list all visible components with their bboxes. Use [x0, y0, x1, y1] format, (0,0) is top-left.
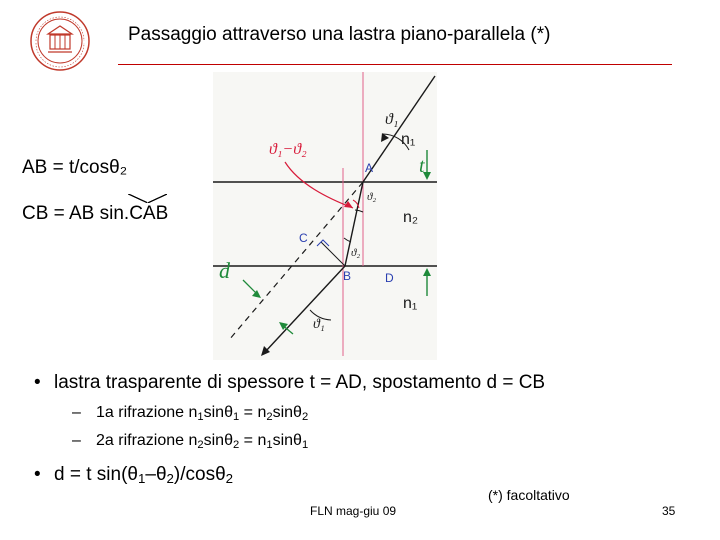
label-n2: n₂	[403, 209, 419, 226]
page-number: 35	[662, 504, 676, 518]
label-theta1-bottom: ϑ₁	[313, 317, 325, 332]
label-n1-bottom: n₁	[403, 295, 418, 312]
bullet-text-1: lastra trasparente di spessore t = AD, spostamento d = CB	[54, 372, 546, 393]
bullet-text-2: d = t $\sin(\theta_1-\theta_2)/\cos\theta_2$	[54, 464, 234, 486]
label-theta2-a: ϑ₂	[367, 191, 377, 203]
label-theta2-b: ϑ₂	[351, 247, 361, 259]
label-B: B	[343, 269, 352, 283]
label-theta-diff: ϑ₁−ϑ₂	[269, 141, 307, 158]
equation-cb	[22, 203, 168, 225]
sub-item-1	[72, 404, 308, 422]
label-C: C	[299, 231, 308, 245]
footer-optional-note: (*) facoltativo	[488, 487, 570, 503]
sub-dash-1: –	[72, 404, 81, 421]
label-D: D	[385, 271, 394, 285]
bullet-dot-1: •	[34, 372, 41, 393]
footer-course-date: FLN mag-giu 09	[310, 504, 397, 518]
bullet-item-1	[34, 372, 545, 394]
sub-text-1: 1a rifrazione $n_1\sin\theta_1 = n_2\sin\theta_2$	[96, 404, 309, 423]
sub-dash-2: –	[72, 432, 81, 449]
label-t: t	[419, 155, 425, 177]
label-A: A	[365, 161, 374, 175]
title-underline	[118, 64, 672, 65]
bullet-item-2	[34, 464, 233, 486]
label-d: d	[219, 258, 230, 283]
equation-ab: AB = t/cosθ₂	[22, 157, 128, 178]
bullet-dot-2: •	[34, 464, 41, 485]
label-theta1-top: ϑ₁	[385, 111, 399, 128]
sub-text-2: 2a rifrazione $n_2\sin\theta_2 = n_1\sin\theta_1$	[96, 432, 309, 451]
slide-title: Passaggio attraverso una lastra piano-parallela (*)	[128, 24, 551, 45]
university-seal-logo	[22, 10, 102, 72]
label-n1-top: n₁	[401, 131, 416, 148]
equation-cb-prefix: CB = AB sin.	[22, 203, 130, 224]
refraction-diagram	[213, 72, 437, 360]
equation-cb-angle: CAB	[129, 203, 169, 224]
sub-item-2	[72, 432, 308, 450]
